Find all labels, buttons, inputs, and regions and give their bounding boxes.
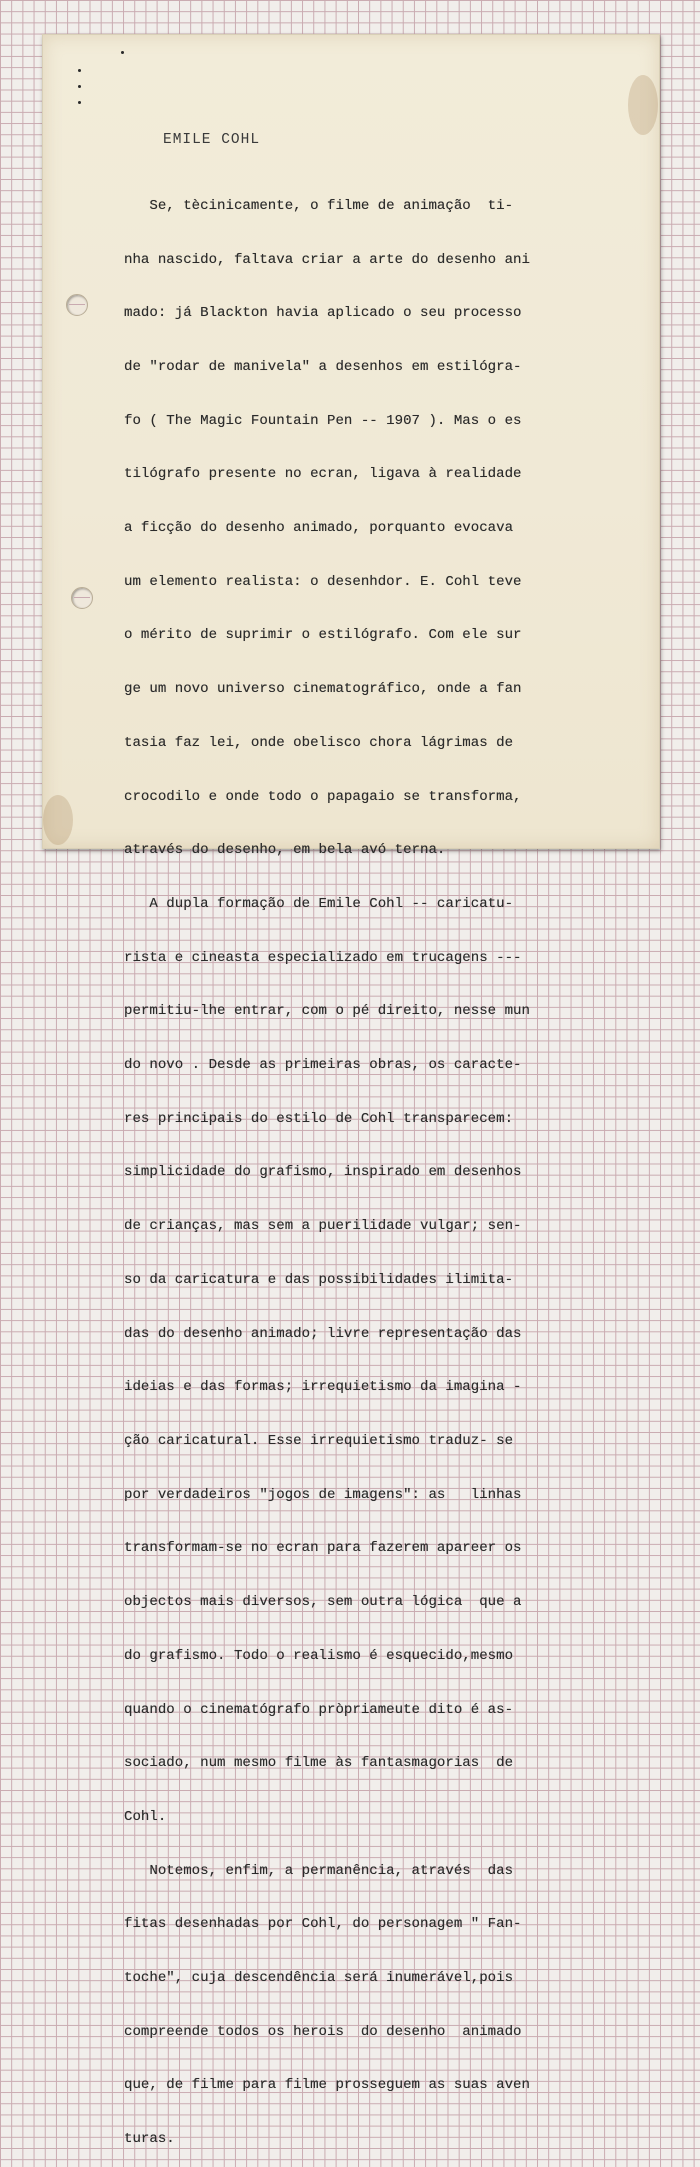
text-line: do novo . Desde as primeiras obras, os caracte- xyxy=(124,1057,522,1074)
text-line: ideias e das formas; irrequietismo da imagina - xyxy=(124,1379,522,1396)
document-title: EMILE COHL xyxy=(163,132,261,148)
text-line: res principais do estilo de Cohl transparecem: xyxy=(124,1110,514,1127)
text-line: das do desenho animado; livre representação das xyxy=(124,1325,522,1342)
text-line: ge um novo universo cinematográfico, onde a fan xyxy=(124,681,522,698)
age-stain xyxy=(43,795,73,845)
punch-hole-top xyxy=(66,294,88,316)
text-line: sociado, num mesmo filme às fantasmagorias de xyxy=(124,1755,514,1772)
text-line: um elemento realista: o desenhdor. E. Cohl teve xyxy=(124,573,522,590)
text-line: por verdadeiros "jogos de imagens": as linhas xyxy=(124,1486,522,1503)
text-line: mado: já Blackton havia aplicado o seu processo xyxy=(124,305,522,322)
document-body xyxy=(124,162,604,2167)
text-line: rista e cineasta especializado em trucagens --- xyxy=(124,949,522,966)
text-line: de "rodar de manivela" a desenhos em estilógra- xyxy=(124,358,522,375)
text-line: do grafismo. Todo o realismo é esquecido,mesmo xyxy=(124,1647,514,1664)
text-line: transformam-se no ecran para fazerem apareer os xyxy=(124,1540,522,1557)
text-line: crocodilo e onde todo o papagaio se transforma, xyxy=(124,788,522,805)
text-line: através do desenho, em bela avó terna. xyxy=(124,842,446,859)
text-line: permitiu-lhe entrar, com o pé direito, nesse mun xyxy=(124,1003,530,1020)
text-line: objectos mais diversos, sem outra lógica que a xyxy=(124,1594,522,1611)
text-line: compreende todos os herois do desenho animado xyxy=(124,2023,522,2040)
ink-speck xyxy=(78,101,81,104)
text-line: fo ( The Magic Fountain Pen -- 1907 ). Mas o es xyxy=(124,412,522,429)
text-line: simplicidade do grafismo, inspirado em desenhos xyxy=(124,1164,522,1181)
text-line: nha nascido, faltava criar a arte do desenho ani xyxy=(124,251,530,268)
text-line: turas. xyxy=(124,2131,175,2148)
text-line: quando o cinematógrafo pròpriameute dito é as- xyxy=(124,1701,514,1718)
text-line: so da caricatura e das possibilidades ilimita- xyxy=(124,1271,514,1288)
text-line: Notemos, enfim, a permanência, através das xyxy=(124,1862,514,1879)
ink-speck xyxy=(121,51,124,54)
punch-hole-bottom xyxy=(71,587,93,609)
ink-speck xyxy=(78,85,81,88)
text-line: tilógrafo presente no ecran, ligava à realidade xyxy=(124,466,522,483)
text-line: fitas desenhadas por Cohl, do personagem " Fan- xyxy=(124,1916,522,1933)
text-line: o mérito de suprimir o estilógrafo. Com ele sur xyxy=(124,627,522,644)
text-line: tasia faz lei, onde obelisco chora lágrimas de xyxy=(124,734,514,751)
text-line: de crianças, mas sem a puerilidade vulgar; sen- xyxy=(124,1218,522,1235)
text-line: ção caricatural. Esse irrequietismo traduz- se xyxy=(124,1432,514,1449)
text-line: Cohl. xyxy=(124,1808,167,1825)
text-line: toche", cuja descendência será inumerável,pois xyxy=(124,1970,514,1987)
text-line: Se, tècinicamente, o filme de animação ti- xyxy=(124,197,514,214)
text-line: A dupla formação de Emile Cohl -- caricatu- xyxy=(124,895,514,912)
text-line: a ficção do desenho animado, porquanto evocava xyxy=(124,520,514,537)
age-stain xyxy=(628,75,658,135)
text-line: que, de filme para filme prosseguem as suas aven xyxy=(124,2077,530,2094)
ink-speck xyxy=(78,69,81,72)
